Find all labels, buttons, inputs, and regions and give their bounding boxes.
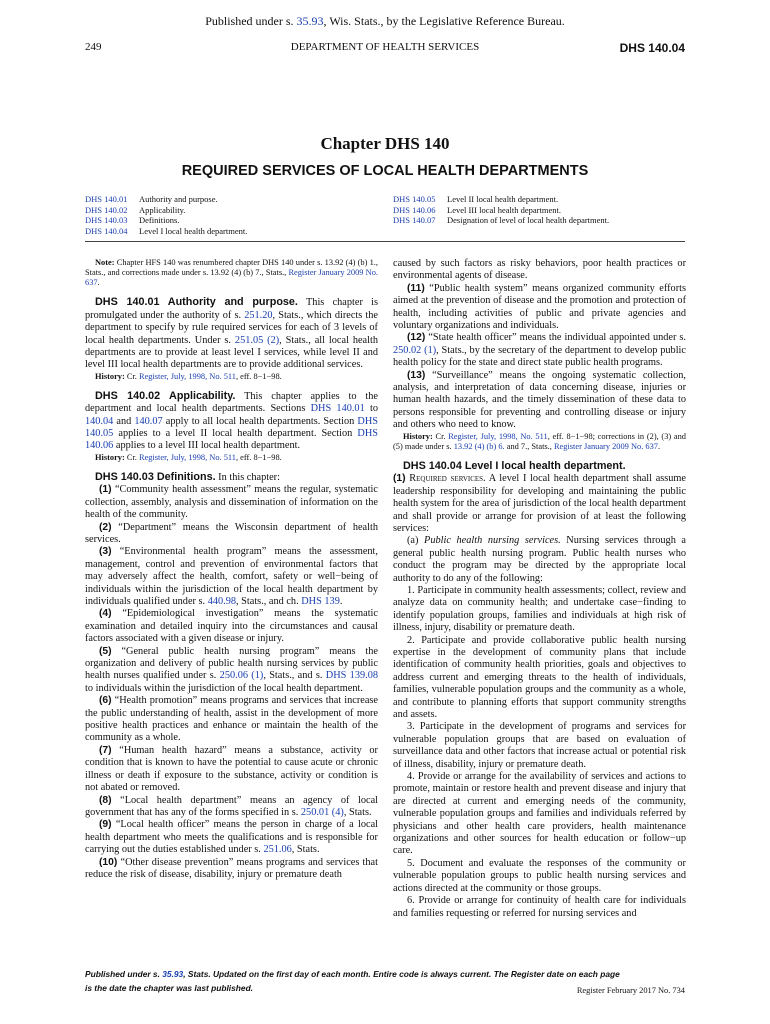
toc-left: [85, 194, 247, 236]
statute-link[interactable]: 440.98: [207, 596, 237, 607]
chapter-subtitle: REQUIRED SERVICES OF LOCAL HEALTH DEPARTMENTS: [181, 163, 589, 179]
definition-continued: caused by such factors as risky behaviors, poor health practices or environmental agents of disease.: [393, 258, 686, 282]
department-name: DEPARTMENT OF HEALTH SERVICES: [290, 41, 480, 53]
register-link[interactable]: Register, July, 1998, No. 511: [138, 371, 236, 381]
toc-row: [85, 194, 247, 205]
right-column: [393, 258, 686, 920]
published-banner: Published under s. 35.93, Wis. Stats., by the Legislative Reference Bureau.: [205, 14, 565, 28]
rule-link[interactable]: DHS 140.06: [85, 428, 378, 452]
history-note: History: Cr. Register, July, 1998, No. 511, eff. 8−1−98.: [95, 371, 282, 381]
section-code: DHS 140.04: [619, 41, 685, 55]
rule-link[interactable]: DHS 139.08: [325, 670, 378, 682]
toc-right: [393, 194, 609, 226]
toc-link[interactable]: DHS 140.02: [85, 204, 128, 215]
chapter-title: Chapter DHS 140: [320, 134, 450, 153]
history-note: History: Cr. Register, July, 1998, No. 511, eff. 8−1−98; corrections in (2), (3) and (5) made under s. 13.92 (4) (b) 6. and 7., Stats., Register January 2009 No. 637.: [393, 431, 686, 451]
subsection: (1) Required services. A level I local health department shall assume leadership responsibility for developing and maintaining the public health system for the area of jurisdiction of the local health department and shall provide or arrange for provision of at least the following services:: [393, 473, 687, 534]
register-link[interactable]: Register January 2009 No. 637: [553, 441, 658, 451]
rule-link[interactable]: DHS 139: [301, 596, 340, 607]
toc-row: [85, 226, 247, 237]
history-note: History: Cr. Register, July, 1998, No. 511, eff. 8−1−98.: [95, 452, 282, 462]
rule-link[interactable]: DHS 140.01: [310, 403, 365, 415]
toc-link[interactable]: DHS 140.07: [393, 215, 436, 226]
section-heading: DHS 140.04 Level I local health department.: [403, 459, 626, 472]
toc-title: Applicability.: [139, 204, 186, 215]
toc-row: [85, 205, 247, 216]
statute-link[interactable]: 35.93: [162, 969, 184, 979]
list-item: 1. Participate in community health assessments; collect, review and analyze data on community health; and undertake case−finding to identify population groups, families and individuals at high risk of illness, injury, disability or premature death.: [393, 584, 686, 634]
toc-link[interactable]: DHS 140.06: [393, 204, 436, 215]
statute-link[interactable]: 251.05 (2): [234, 334, 280, 346]
definition: (8) “Local health department” means an agency of local government that has any of the forms specified in s. 250.01 (4), Stats.: [85, 794, 378, 818]
definition: (6) “Health promotion” means programs and services that increase the public understanding of health, assist in the development of more positive health practices and enhance or maintain the health of the community as a whole.: [85, 695, 378, 744]
rule-link[interactable]: DHS 140.05: [85, 415, 378, 440]
rule-link[interactable]: 140.04: [85, 415, 114, 427]
section-heading: DHS 140.01 Authority and purpose.: [95, 296, 298, 309]
definition: (7) “Human health hazard” means a substance, activity or condition that is known to have the potential to cause acute or chronic illness or death if exposure to the substance, activity or condition is not abated or removed.: [85, 744, 378, 794]
section-heading: DHS 140.03 Definitions.: [95, 470, 216, 483]
list-item: 3. Participate in the development of programs and services for vulnerable population groups that are based on evaluation of surveillance data and other factors that increase actual or potential risk of illness, disability, injury or premature death.: [393, 721, 686, 770]
toc-title: Level II local health department.: [447, 194, 559, 204]
definition: (12) “State health officer” means the individual appointed under s. 250.02 (1), Stats., by the secretary of the department to develop public health policy for the state and direct state public health programs.: [393, 332, 686, 369]
running-header: [85, 41, 685, 57]
paragraph: (a) Public health nursing services. Nursing services through a general public health nursing program. Public health nurses who conduct the program may be directed by the appropriate local authority to do any of the following:: [393, 535, 687, 584]
definition: (11) “Public health system” means organized community efforts aimed at the prevention of disease and the promotion and protection of health, including activities of public and private agencies and voluntary organizations and individuals.: [393, 282, 686, 332]
statute-link[interactable]: 35.93: [296, 14, 324, 28]
statute-link[interactable]: 251.06: [263, 844, 292, 856]
page-number: 249: [85, 41, 102, 53]
toc-link[interactable]: DHS 140.05: [393, 194, 436, 204]
toc-row: [393, 205, 609, 216]
definition: (3) “Environmental health program” means the assessment, management, control and prevention of environmental factors that may adversely affect the health, comfort, safety or well−being of individuals within the jurisdiction of the local health department by individuals qualified under s. 440.98, Stats., and ch. DHS 139.: [85, 546, 378, 607]
footer-line: is the date the chapter was last published.: [85, 983, 254, 993]
list-item: 2. Participate and provide collaborative public health nursing expertise in the development of community plans that include identification of community health priorities, goals and objectives to address current and emerging threats to the health of individuals, families, vulnerable population groups and the community as a whole, and contribute to planning efforts that support community strengths and assets.: [393, 634, 686, 720]
toc-title: Authority and purpose.: [139, 194, 218, 204]
statute-link[interactable]: 251.20: [244, 309, 273, 321]
section-140-02: DHS 140.02 Applicability. This chapter applies to the department and local health departments. Sections DHS 140.01 to 140.04 and 140.07 apply to all local health departments. Section DHS 140.05 applies to a level II local health department. Section DHS 140.06 applies to a level III local health department.: [85, 389, 378, 452]
list-item: 5. Document and evaluate the responses of the community or vulnerable population groups to public health nursing services and actions directed at the community or those groups.: [393, 857, 686, 894]
section-140-03: DHS 140.03 Definitions. In this chapter:: [95, 470, 280, 483]
list-item: 4. Provide or arrange for the availability of services and actions to promote, maintain or restore health and prevent disease and injury that are directed at current and emerging needs of the community, vulnerable population groups and families and individuals referred by physicians and other health care providers, health maintenance organizations and other sources for health education or follow−up care.: [393, 771, 686, 857]
section-heading: DHS 140.02 Applicability.: [95, 389, 236, 402]
register-link[interactable]: Register, July, 1998, No. 511: [138, 452, 236, 462]
definition: (4) “Epidemiological investigation” means the systematic examination and detailed inquiry into the circumstances and causal factors associated with a given disease or injury.: [85, 608, 378, 645]
register-link[interactable]: Register, July, 1998, No. 511: [448, 431, 548, 441]
statute-link[interactable]: 13.92 (4) (b) 6.: [453, 441, 505, 451]
definition: (5) “General public health nursing program” means the organization and delivery of public health nursing services by public health nurses qualified under s. 250.06 (1), Stats., and s. DHS 139.08 to individuals within the jurisdiction of the local health department.: [85, 645, 378, 694]
toc-title: Definitions.: [139, 215, 180, 226]
definition: (1) “Community health assessment” means the regular, systematic collection, assembly, analysis and dissemination of information on the health of the community.: [85, 484, 378, 521]
toc-title: Designation of level of local health department.: [447, 215, 610, 226]
toc-link[interactable]: DHS 140.01: [85, 194, 128, 204]
editor-note: Note: Chapter HFS 140 was renumbered chapter DHS 140 under s. 13.92 (4) (b) 1., Stats., and corrections made under s. 13.92 (4) (b) 7., Stats., Register January 2009 No. 637.: [85, 258, 378, 288]
section-140-01: DHS 140.01 Authority and purpose. This chapter is promulgated under the authority of s. 251.20, Stats., which directs the department to specify by rule required services for each of 3 levels of local health departments. Under s. 251.05 (2), Stats., all local health departments are to provide at least level I services, while level II and level III local health departments are to provide additional services.: [85, 296, 379, 371]
toc-row: [393, 215, 609, 226]
statute-link[interactable]: 250.06 (1): [219, 670, 264, 682]
toc-row: [393, 194, 609, 205]
toc-title: Level III local health department.: [447, 204, 561, 215]
statute-link[interactable]: 250.02 (1): [393, 344, 437, 356]
definition: (13) “Surveillance” means the ongoing systematic collection, analysis, and interpretation of data concerning disease, injuries or human health hazards, and the timely dissemination of these data to persons responsible for preventing and controlling disease or injury and others who need to know.: [393, 369, 686, 431]
definition: (10) “Other disease prevention” means programs and services that reduce the risk of disease, disability, injury or premature death: [85, 856, 378, 880]
section-140-04: [393, 460, 686, 473]
definition: (2) “Department” means the Wisconsin department of health services.: [85, 521, 378, 545]
footer-line: Published under s. 35.93, Stats. Updated on the first day of each month. Entire code is always current. The Register date on each page: [85, 969, 620, 979]
statute-link[interactable]: 250.01 (4): [300, 806, 344, 818]
toc-title: Level I local health department.: [139, 225, 248, 236]
definition: (9) “Local health officer” means the person in charge of a local health department who meets the qualifications and is responsible for carrying out the duties established under s. 251.06, Stats.: [85, 819, 378, 856]
toc-link[interactable]: DHS 140.03: [85, 215, 128, 226]
list-item: 6. Provide or arrange for continuity of health care for individuals and families requesting or referred for nursing services and: [393, 895, 686, 919]
left-column: [85, 258, 378, 881]
toc-link[interactable]: DHS 140.04: [85, 225, 128, 236]
register-link[interactable]: Register January 2009 No. 637: [85, 268, 378, 288]
divider: [85, 241, 685, 242]
rule-link[interactable]: 140.07: [134, 415, 163, 427]
page-footer: [85, 967, 620, 995]
register-date: Register February 2017 No. 734: [576, 986, 685, 995]
toc-row: [85, 215, 247, 226]
